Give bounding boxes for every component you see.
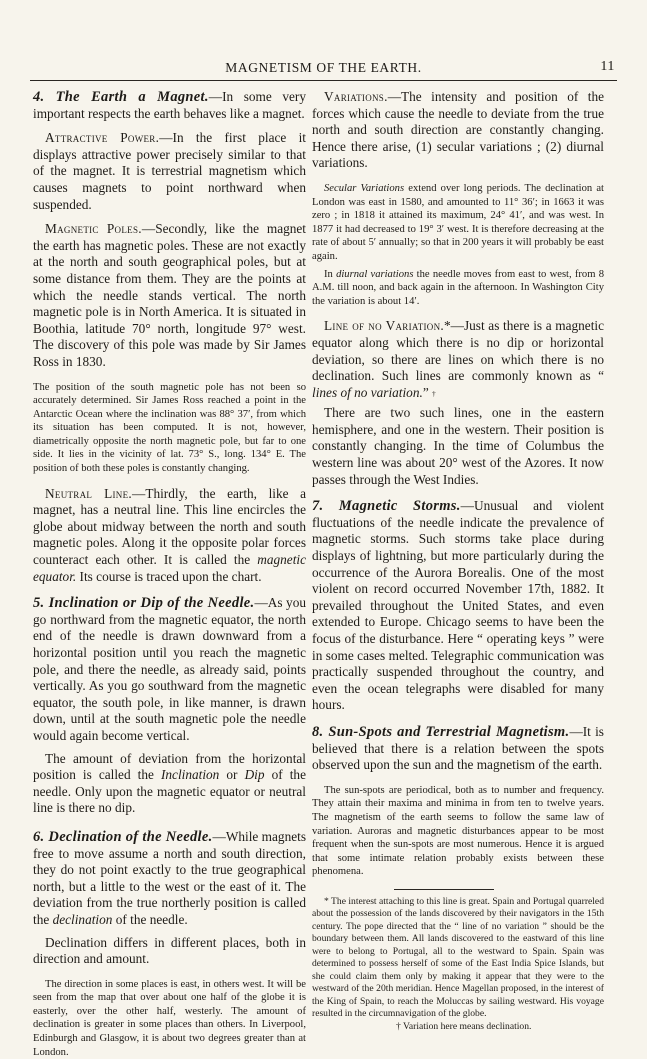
footnote-star-mark: * <box>444 318 451 334</box>
section-8-heading: 8. Sun-Spots and Terrestrial Magnetism. <box>312 723 570 740</box>
neutral-line-paragraph <box>33 486 306 586</box>
line-of-no-variation-text: —Just as there is a magnetic equator along which there is no dip or horizontal deviation, so there are lines on which there is no declination. Such lines are commonly known as “ <box>312 318 604 384</box>
secular-variations-text: extend over long periods. The declination at London was east in 1580, and amounted to 11° 36′; in 1663 it was zero ; in 1818 it attained its maximum, 24° 41′, and was west. In 1877 it had decreased to 19° 3′ west. It is therefore decreasing at the rate of about 5′ annually; so that in 200 years it will probably be east again. <box>312 182 604 262</box>
diurnal-variations-in: In <box>324 268 337 280</box>
section-8-paragraph <box>312 724 604 774</box>
section-5-paragraph-2 <box>33 751 306 817</box>
diurnal-variations-text: the needle moves from east to west, from 8 A.M. till noon, and back again in the afternoon. In Washington City the variation is about 14′. <box>312 268 604 307</box>
section-6-heading: 6. Declination of the Needle. <box>33 828 213 845</box>
variations-text: —The intensity and position of the forces which cause the needle to deviate from the true north and south direction are constantly changing. Hence there arise, (1) secular variations ; (2) diurnal variations. <box>312 89 604 171</box>
page-number: 11 <box>600 59 615 74</box>
magnetic-poles-heading: Magnetic Poles. <box>45 221 142 237</box>
page-title: MAGNETISM OF THE EARTH. <box>225 60 422 75</box>
section-4-heading: 4. The Earth a Magnet. <box>33 89 209 105</box>
running-header <box>30 58 617 81</box>
diurnal-variations-term: diurnal variations <box>336 268 414 280</box>
secular-variations-note <box>312 182 604 264</box>
left-column <box>33 89 306 1059</box>
section-5-text-2-end: of the needle. Only upon the magnetic equator or neutral line is there no dip. <box>33 767 306 816</box>
magnetic-poles-paragraph <box>33 221 306 370</box>
section-8-text: —It is believed that there is a relation between the spots observed upon the sun and the magnetism of the earth. <box>312 723 604 773</box>
variations-heading: Variations. <box>324 89 388 104</box>
section-6-text-end: of the needle. <box>112 911 188 927</box>
section-5-text-2: The amount of deviation from the horizontal position is called the <box>33 750 306 783</box>
magnetic-poles-text: —Secondly, like the magnet the earth has magnetic poles. These are not exactly at the north and south geographical poles, but at some distance from them. They are the points at which the needle stands vertical. The north magnetic pole is in North America. It is situated in Boothia, latitude 70° north, longitude 97° west. The discovery of this pole was made by Sir James Ross in 1830. <box>33 221 306 369</box>
section-6-paragraph <box>33 829 306 929</box>
section-4-paragraph <box>33 89 306 122</box>
variations-paragraph <box>312 89 604 172</box>
dip-term: Dip <box>244 767 265 783</box>
footnote-star: * The interest attaching to this line is great. Spain and Portugal quarreled about the possession of the lands discovered by their navigators in the 15th century. The pope directed that the “ line of no variation ” should be the boundary between them. All lands discovered to the eastward of this line were to belong to Portugal, all to the westward to Spain. Spain was determined to possess herself of some of the East India Spice Islands, but she could claim them only by making it appear that they were to the westward of the 20th meridian. Hence Magellan proposed, in the interest of the King of Spain, to reach the Moluccas by sailing westward. His voyage resulted in the circumnavigation of the globe. <box>312 895 604 1020</box>
magnetic-equator-term: magnetic equator. <box>33 552 306 584</box>
attractive-power-heading: Attractive Power. <box>45 130 160 146</box>
section-7-heading: 7. Magnetic Storms. <box>312 498 461 515</box>
line-of-no-variation-paragraph-2: There are two such lines, one in the eastern hemisphere, and one in the western. Their position is constantly changing. In the time of Columbus the western line was about 20° west of the Azores. It now passes through the West Indies. <box>312 405 604 487</box>
right-column <box>312 89 604 1033</box>
section-6-text: —While magnets free to move assume a north and south direction, they do not point exactly to the true geographical north, but a little to the west or the east of it. The deviation from the true northerly position is called the <box>33 828 306 927</box>
sun-spots-note: The sun-spots are periodical, both as to number and frequency. They attain their maxima and minima in from ten to twelve years. The magnetism of the earth seems to follow the same law of variation. Auroras and magnetic disturbances appear to be most frequent when the sun-spots are most numerous. Hence it is argued that some intimate relation probably exists between these phenomena. <box>312 784 604 878</box>
footnote-dagger: † Variation here means declination. <box>396 1020 532 1032</box>
line-of-no-variation-paragraph <box>312 318 604 401</box>
neutral-line-text: —Thirdly, the earth, like a magnet, has a neutral line. This line encircles the globe about midway between the north and south magnetic poles. Along it the opposite polar forces counteract each other. It is called the <box>33 485 306 568</box>
section-5-heading: 5. Inclination or Dip of the Needle. <box>33 595 255 612</box>
neutral-line-heading: Neutral Line. <box>45 485 133 501</box>
diurnal-variations-note <box>312 268 604 309</box>
section-6-paragraph-2: Declination differs in different places, both in direction and amount. <box>33 934 306 967</box>
section-7-paragraph <box>312 498 604 714</box>
inclination-term: Inclination <box>160 767 220 783</box>
line-of-no-variation-heading: Line of no Variation. <box>324 318 445 334</box>
footnote-divider <box>394 889 494 890</box>
section-5-text: —As you go northward from the magnetic equator, the north end of the needle is drawn downward from a horizontal position until you reach the magnetic pole, and there the needle, as already said, points vertically. As you go southward from the magnetic equator, the south pole, in like manner, is drawn down, until at the south magnetic pole the needle would again become vertical. <box>33 595 306 743</box>
attractive-power-paragraph <box>33 130 306 213</box>
neutral-line-text-end: Its course is traced upon the chart. <box>76 568 262 584</box>
section-5-paragraph <box>33 595 306 744</box>
secular-variations-term: Secular Variations <box>324 182 405 194</box>
lines-of-no-variation-term: lines of no variation. <box>312 384 423 400</box>
declination-term: declination <box>52 911 113 927</box>
closing-quote: ” <box>422 384 429 400</box>
section-7-text: —Unusual and violent fluctuations of the needle indicate the prevalence of magnetic storms. Such storms take place during displays of lightning, but more particularly during the occurrence of the Aurora Borealis. One of the most violent on record occurred November 17th, 1882. It prevailed throughout the United States, and even extended to Europe. Chicago seems to have been the focus of the disturbance. Here “ operating keys ” were in some cases melted. Telegraphic communication was practically suspended throughout the country, and even the ocean telegraphs were disabled for many hours. <box>312 498 604 713</box>
declination-note: The direction in some places is east, in others west. It will be seen from the map that over about one half of the globe it is easterly, over the other half, westerly. The amount of declination is greater in some places than others. In Liverpool, Edinburgh and Glasgow, it is about two degrees greater than at London. <box>33 978 306 1058</box>
south-pole-note: The position of the south magnetic pole has not been so accurately determined. Sir James Ross reached a point in the Antarctic Ocean where the inclination was 88° 37′, from which its situation has been computed. It is not, however, diametrically opposite the north magnetic pole, but far to one side. It lies in the vicinity of lat. 73° S., long. 134° E. The position of both these poles is constantly changing. <box>33 381 306 475</box>
section-5-or: or <box>219 767 245 783</box>
section-4-text: —In some very important respects the earth behaves like a magnet. <box>33 89 306 121</box>
footnote-dagger-mark: † <box>432 388 436 398</box>
attractive-power-text: —In the first place it displays attractive power precisely similar to that of the magnet. It is terrestrial magnetism which causes magnets to point northward when suspended. <box>33 130 306 212</box>
